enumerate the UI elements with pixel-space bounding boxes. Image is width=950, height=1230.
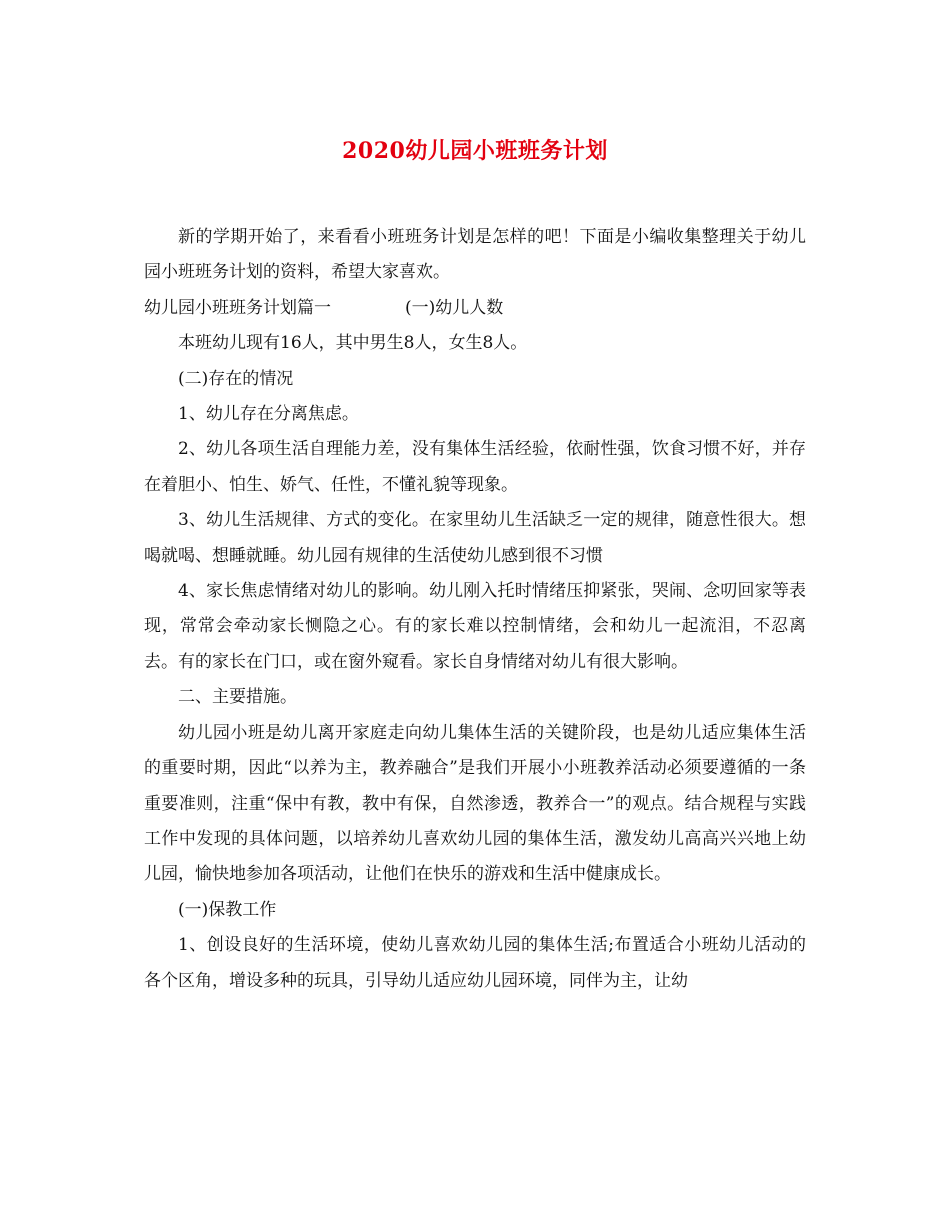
- section-label: 幼儿园小班班务计划篇一: [144, 297, 331, 318]
- heading-main-measures: 二、主要措施。: [178, 687, 297, 708]
- document-body: [144, 220, 806, 999]
- list-item: 1、创设良好的生活环境，使幼儿喜欢幼儿园的集体生活;布置适合小班幼儿活动的各个区角，增设多种的玩具，引导幼儿适应幼儿园环境，同伴为主，让幼: [144, 935, 806, 991]
- list-item: 1、幼儿存在分离焦虑。: [178, 404, 359, 425]
- intro-paragraph: 新的学期开始了，来看看小班班务计划是怎样的吧！下面是小编收集整理关于幼儿园小班班务计划的资料，希望大家喜欢。: [144, 227, 806, 283]
- list-item: 2、幼儿各项生活自理能力差，没有集体生活经验，依耐性强，饮食习惯不好，并存在着胆小、怕生、娇气、任性，不懂礼貌等现象。: [144, 439, 806, 495]
- sub-heading-care-education: (一)保教工作: [178, 899, 277, 920]
- document-title: 2020幼儿园小班班务计划: [342, 138, 608, 164]
- sub-heading-existing-situation: (二)存在的情况: [178, 368, 294, 389]
- children-count-paragraph: 本班幼儿现有16人，其中男生8人，女生8人。: [178, 333, 528, 354]
- list-item: 4、家长焦虑情绪对幼儿的影响。幼儿刚入托时情绪压抑紧张，哭闹、念叨回家等表现，常常会牵动家长恻隐之心。有的家长难以控制情绪，会和幼儿一起流泪，不忍离去。有的家长在门口，或在窗外窥看。家长自身情绪对幼儿有很大影响。: [144, 581, 806, 672]
- measures-paragraph: 幼儿园小班是幼儿离开家庭走向幼儿集体生活的关键阶段，也是幼儿适应集体生活的重要时期，因此“以养为主，教养融合”是我们开展小小班教养活动必须要遵循的一条重要准则，注重“保中有教，教中有保，自然渗透，教养合一”的观点。结合规程与实践工作中发现的具体问题，以培养幼儿喜欢幼儿园的集体生活，激发幼儿高高兴兴地上幼儿园，愉快地参加各项活动，让他们在快乐的游戏和生活中健康成长。: [144, 722, 806, 885]
- list-item: 3、幼儿生活规律、方式的变化。在家里幼儿生活缺乏一定的规律，随意性很大。想喝就喝、想睡就睡。幼儿园有规律的生活使幼儿感到很不习惯: [144, 510, 806, 566]
- section-line: [144, 291, 806, 326]
- sub-heading-children-count: (一)幼儿人数: [405, 297, 504, 318]
